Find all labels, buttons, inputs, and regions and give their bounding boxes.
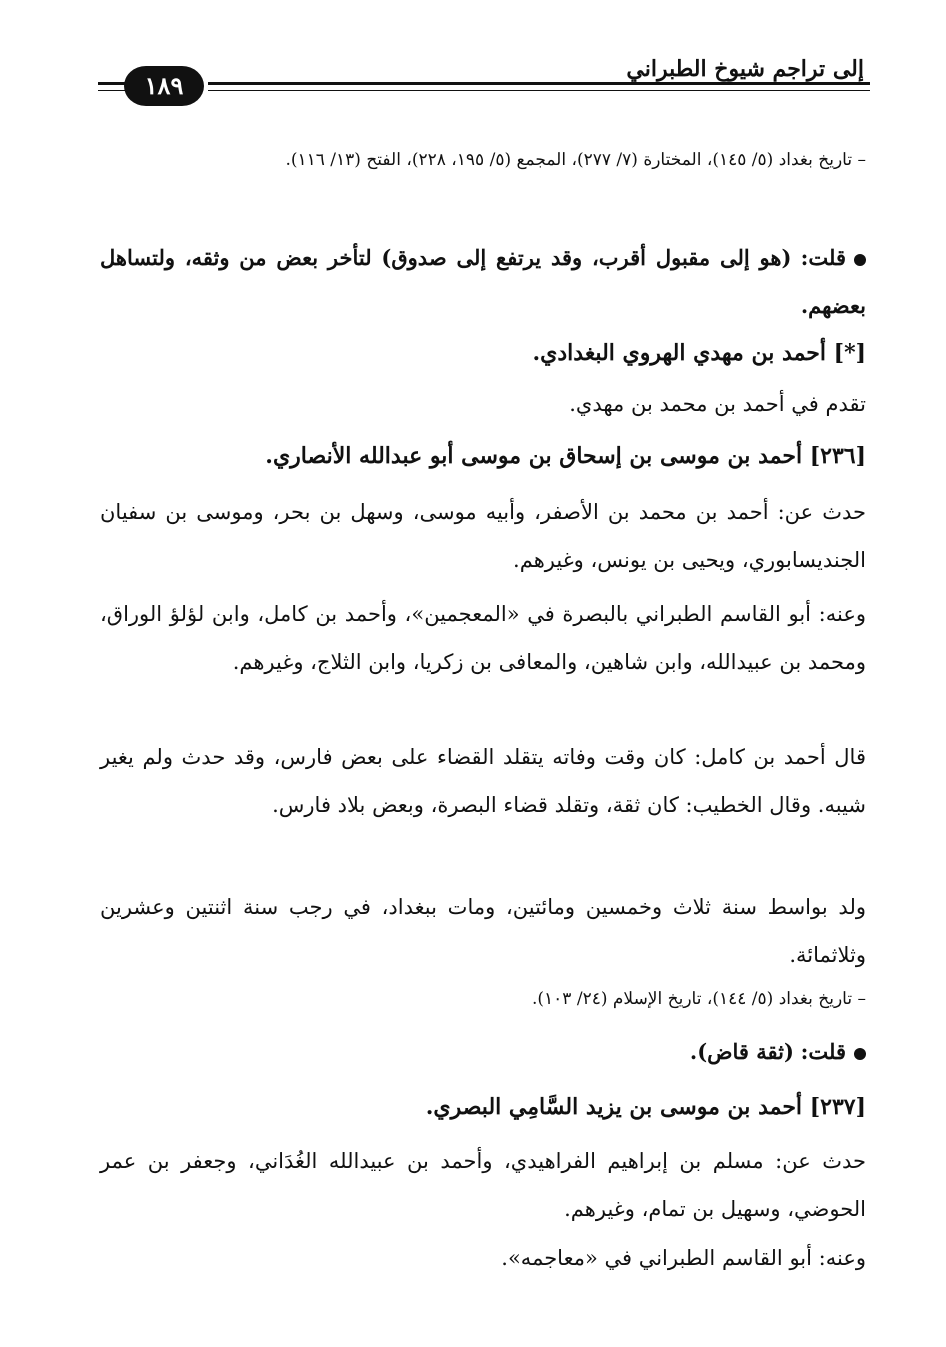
page-number-badge xyxy=(124,66,208,110)
verdict-text: (ثقة قاض). xyxy=(689,1039,794,1064)
bullet-icon xyxy=(854,254,866,266)
verdict-label: قلت: xyxy=(800,1039,846,1064)
students-paragraph: وعنه: أبو القاسم الطبراني بالبصرة في «المعجمين»، وأحمد بن كامل، وابن لؤلؤ الوراق، ومحمد بن عبيدالله، وابن شاهين، والمعافى بن زكريا، وابن الثلاج، وغيرهم. xyxy=(100,602,866,674)
entry-heading: [*] أحمد بن مهدي الهروي البغدادي. xyxy=(532,340,866,366)
header-rule-left-thick xyxy=(98,82,126,85)
header-rule-left-thin xyxy=(98,90,126,91)
birth-death-paragraph: ولد بواسط سنة ثلاث وخمسين ومائتين، ومات ببغداد، في رجب سنة اثنتين وعشرين وثلاثمائة. xyxy=(100,895,866,967)
verdict-paragraph xyxy=(100,1028,866,1076)
verdict-text: (هو إلى مقبول أقرب، وقد يرتفع إلى صدوق) لتأخر بعض من وثقه، ولتساهل بعضهم. xyxy=(100,245,866,318)
reference-line: – تاريخ بغداد (٥/ ١٤٥)، المختارة (٧/ ٢٧٧)، المجمع (٥/ ١٩٥، ٢٢٨)، الفتح (١٣/ ١١٦). xyxy=(285,150,866,170)
entry-heading: [٢٣٧] أحمد بن موسى بن يزيد السَّامِي البصري. xyxy=(425,1094,866,1120)
bullet-icon xyxy=(854,1048,866,1060)
reference-line: – تاريخ بغداد (٥/ ١٤٤)، تاريخ الإسلام (٢٤/ ١٠٣). xyxy=(532,989,866,1009)
teachers-paragraph: حدث عن: أحمد بن محمد بن الأصفر، وأبيه موسى، وسهل بن بحر، وموسى بن سفيان الجنديسابوري، ويحيى بن يونس، وغيرهم. xyxy=(100,500,866,572)
header-rule-thin xyxy=(208,90,870,91)
verdict-paragraph xyxy=(100,234,866,330)
students-paragraph: وعنه: أبو القاسم الطبراني في «معاجمه». xyxy=(501,1246,866,1270)
teachers-paragraph: حدث عن: مسلم بن إبراهيم الفراهيدي، وأحمد بن عبيدالله الغُدَاني، وجعفر بن عمر الحوضي، وسهيل بن تمام، وغيرهم. xyxy=(100,1149,866,1221)
page-number: ١٨٩ xyxy=(124,66,204,106)
entry-heading: [٢٣٦] أحمد بن موسى بن إسحاق بن موسى أبو عبدالله الأنصاري. xyxy=(265,443,866,469)
verdict-label: قلت: xyxy=(800,245,846,270)
running-title: إلى تراجم شيوخ الطبراني xyxy=(626,56,864,82)
header-rule-thick xyxy=(208,82,870,85)
grading-paragraph: قال أحمد بن كامل: كان وقت وفاته يتقلد القضاء على بعض فارس، وقد حدث ولم يغير شيبه. وقال الخطيب: كان ثقة، وتقلد قضاء البصرة، وبعض بلاد فارس. xyxy=(100,745,866,817)
cross-reference: تقدم في أحمد بن محمد بن مهدي. xyxy=(569,392,866,416)
